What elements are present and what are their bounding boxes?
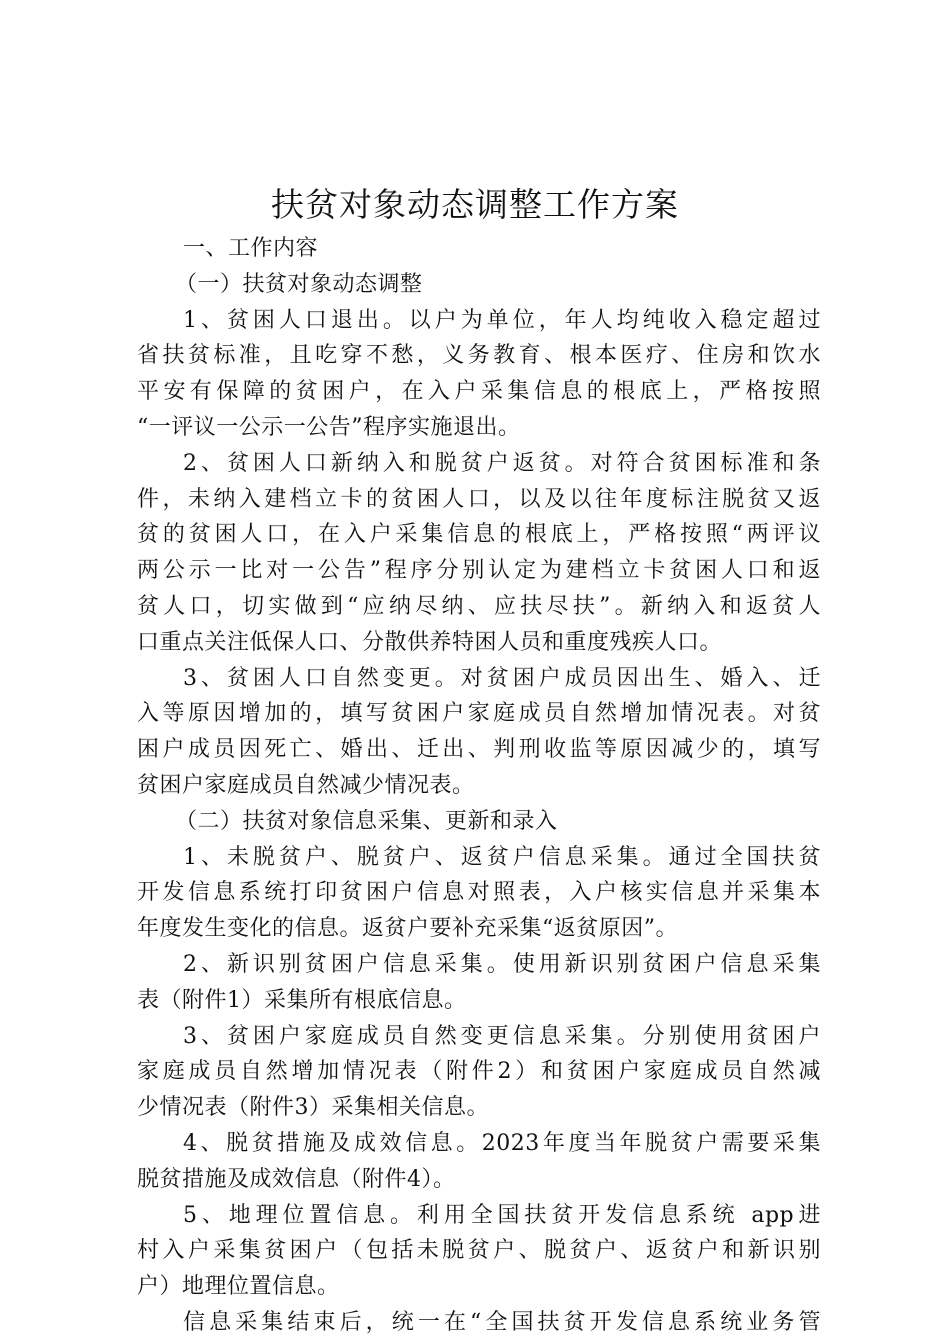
paragraph-line: 件，未纳入建档立卡的贫困人口，以及以往年度标注脱贫又返 [137,486,821,512]
document-body [137,231,821,1341]
paragraph-line: 开发信息系统打印贫困户信息对照表，入户核实信息并采集本 [137,880,821,906]
paragraph-line: 2、新识别贫困户信息采集。使用新识别贫困户信息采集 [183,951,821,977]
paragraph-line: 3、贫困户家庭成员自然变更信息采集。分别使用贫困户 [183,1023,821,1049]
paragraph-line: 1、贫困人口退出。以户为单位，年人均纯收入稳定超过 [183,307,821,333]
paragraph-line: 脱贫措施及成效信息（附件4）。 [137,1166,456,1192]
paragraph-line: 户）地理位置信息。 [137,1274,340,1300]
paragraph-line: 口重点关注低保人口、分散供养特困人员和重度残疾人口。 [137,629,723,655]
document-title: 扶贫对象动态调整工作方案 [271,185,679,224]
paragraph-line: 少情况表（附件3）采集相关信息。 [137,1095,489,1121]
section-heading: 一、工作内容 [183,236,319,261]
paragraph-line: 困户成员因死亡、婚出、迁出、判刑收监等原因减少的，填写 [137,737,821,763]
paragraph-line: 贫的贫困人口，在入户采集信息的根底上，严格按照“两评议 [137,522,821,548]
paragraph-line: 家庭成员自然增加情况表（附件2）和贫困户家庭成员自然减 [137,1059,821,1085]
paragraph-line: 4、脱贫措施及成效信息。2023年度当年脱贫户需要采集 [183,1130,821,1156]
paragraph-line: 入等原因增加的，填写贫困户家庭成员自然增加情况表。对贫 [137,701,821,727]
paragraph-line: 2、贫困人口新纳入和脱贫户返贫。对符合贫困标准和条 [183,450,821,476]
paragraph-line: 1、未脱贫户、脱贫户、返贫户信息采集。通过全国扶贫 [183,844,821,870]
paragraph-line: 5、地理位置信息。利用全国扶贫开发信息系统 app进 [183,1202,821,1228]
paragraph-line: 村入户采集贫困户（包括未脱贫户、脱贫户、返贫户和新识别 [137,1238,821,1264]
paragraph-line: 贫困户家庭成员自然减少情况表。 [137,772,475,798]
paragraph-line: 平安有保障的贫困户，在入户采集信息的根底上，严格按照 [137,379,821,405]
paragraph-line: 省扶贫标准，且吃穿不愁，义务教育、根本医疗、住房和饮水 [137,343,821,369]
paragraph-line: 信息采集结束后，统一在“全国扶贫开发信息系统业务管 [183,1309,821,1335]
paragraph-line: 贫人口，切实做到“应纳尽纳、应扶尽扶”。新纳入和返贫人 [137,593,821,619]
subsection-heading: （一）扶贫对象动态调整 [175,271,423,297]
paragraph-line: 两公示一比对一公告”程序分别认定为建档立卡贫困人口和返 [137,558,821,584]
paragraph-line: 3、贫困人口自然变更。对贫困户成员因出生、婚入、迁 [183,665,821,691]
paragraph-line: 表（附件1）采集所有根底信息。 [137,987,467,1013]
subsection-heading: （二）扶贫对象信息采集、更新和录入 [175,808,558,834]
paragraph-line: “一评议一公示一公告”程序实施退出。 [137,414,521,440]
paragraph-line: 年度发生变化的信息。返贫户要补充采集“返贫原因”。 [137,916,678,942]
